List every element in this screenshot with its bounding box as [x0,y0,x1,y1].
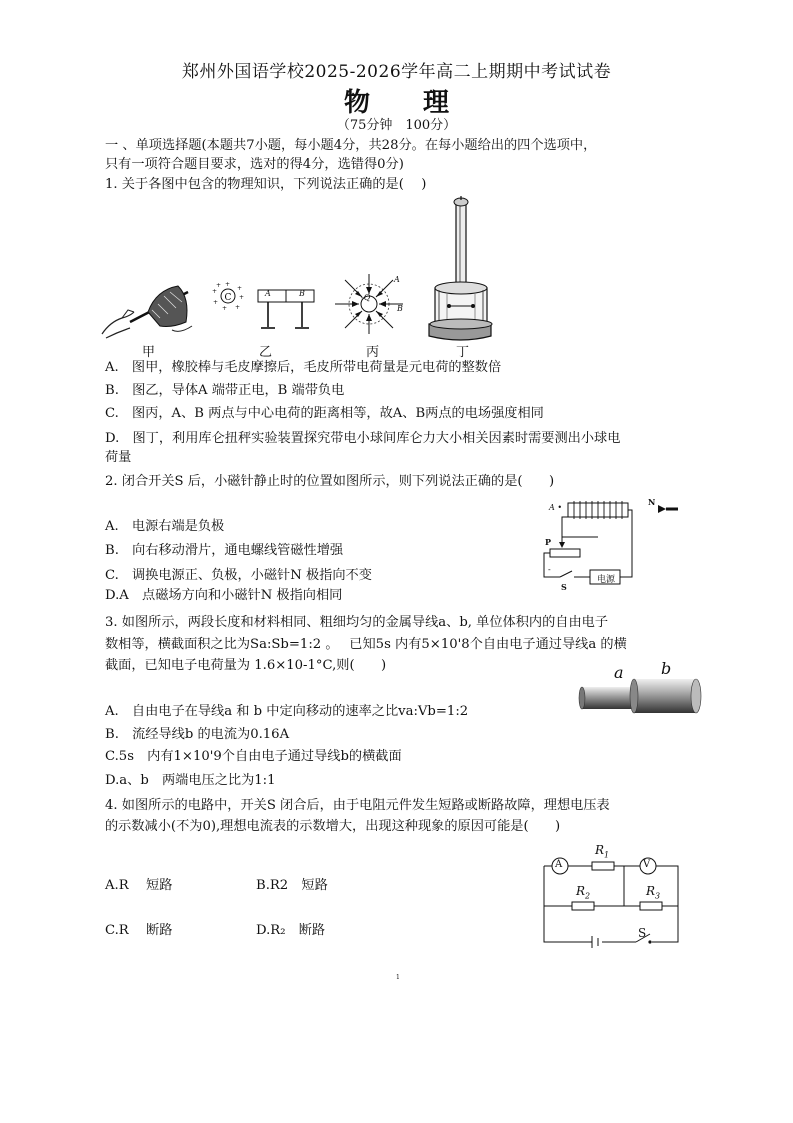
q3-option-b: B. 流经导线b 的电流为0.16A [105,727,290,742]
svg-text:+: + [222,305,228,312]
svg-text:+: + [212,288,218,295]
q4-r3-label: $R_3$ [646,884,661,901]
q3-fig-label-a: a [614,663,624,682]
q1-bing-label-b: B [397,304,403,313]
q4-r2-label: $R_2$ [576,884,591,901]
q1-stem: 1. 关于各图中包含的物理知识，下列说法正确的是( ) [105,177,427,192]
svg-text:+: + [237,285,243,292]
q1-option-c: C. 图丙，A、B 两点与中心电荷的距离相等，故A、B两点的电场强度相同 [105,406,544,421]
q4-r1-label: $R_1$ [595,843,610,860]
q1-fig-label-ding: 丁 [456,345,470,360]
q1-fig-label-jia: 甲 [142,345,156,360]
q1-yi-label-b: B [299,289,305,298]
q4-stem-line2: 的示数减小(不为0),理想电流表的示数增大，出现这种现象的原因可能是( ) [105,819,561,834]
q1-option-b: B. 图乙，导体A 端带正电，B 端带负电 [105,383,345,398]
q3-option-d: D.a、b 两端电压之比为1:1 [105,773,276,788]
q4-stem-line1: 4. 如图所示的电路中，开关S 闭合后，由于电阻元件发生短路或断路故障，理想电压表 [105,798,610,813]
q1-fig-label-bing: 丙 [366,345,380,360]
q1-bing-charge-label: -Q [361,293,371,302]
svg-text:+: + [235,304,241,311]
svg-text:C: C [224,293,232,303]
q2-option-b: B. 向右移动滑片，通电螺线管磁性增强 [105,543,344,558]
q1-option-a: A. 图甲，橡胶棒与毛皮摩擦后，毛皮所带电荷量是元电荷的整数倍 [105,360,502,375]
exam-meta: （75分钟 100分） [336,118,457,133]
q2-option-c: C. 调换电源正、负极，小磁针N 极指向不变 [105,568,372,583]
q2-fig-label-p: P [545,537,552,547]
q2-stem: 2. 闭合开关S 后，小磁针静止时的位置如图所示，则下列说法正确的是( ) [105,474,555,489]
q2-fig-label-source: 电源 [597,575,616,585]
q3-fig-label-b: b [661,659,672,678]
q1-figure-yi-charge [210,282,246,312]
q3-stem-line2: 数相等，横截面积之比为Sa:Sb=1:2 。 已知5s 内有5×10'8个自由电子通过导线a 的横 [105,637,627,652]
q3-option-a: A. 自由电子在导线a 和 b 中定向移动的速率之比va:Vb=1:2 [105,704,469,719]
q4-option-b: B.R2 短路 [256,878,328,893]
q1-fig-label-yi: 乙 [259,345,273,360]
q2-option-a: A. 电源右端是负极 [105,519,225,534]
q4-voltmeter-label: V [643,859,651,870]
q1-option-d-line1: D. 图丁，利用库仑扭秤实验装置探究带电小球间库仑力大小相关因素时需要测出小球电 [105,431,621,446]
q4-switch-label: S [638,926,647,940]
svg-text:+: + [239,294,245,301]
q3-wire-figure [578,676,702,716]
q3-option-c: C.5s 内有1×10'9个自由电子通过导线b的横截面 [105,749,402,764]
q2-fig-label-a: A • [549,503,563,512]
q4-option-c: C.R 断路 [105,923,173,938]
q1-yi-label-a: A [265,289,271,298]
q3-stem-line3: 截面，已知电子电荷量为 1.6×10-1°C,则( ) [105,658,387,673]
svg-text:+: + [213,299,219,306]
section-heading-line1: 一 、单项选择题(本题共7小题，每小题4分，共28分。在每小题给出的四个选项中， [105,138,597,153]
q2-option-d: D.A 点磁场方向和小磁针N 极指向相同 [105,588,343,603]
q4-ammeter-label: A [555,859,563,870]
svg-text:+: + [225,281,231,288]
q2-fig-label-n: N [648,497,656,507]
subject-title: 物 理 [343,88,472,118]
section-heading-line2: 只有一项符合题目要求，选对的得4分，选错得0分) [105,157,404,172]
q1-figure-ding [427,196,493,342]
q1-option-d-line2: 荷量 [105,450,132,465]
q1-figure-jia [100,282,200,342]
q4-option-d: D.R₂ 断路 [256,923,326,938]
q4-option-a: A.R 短路 [105,878,173,893]
exam-title: 郑州外国语学校2025-2026学年高二上期期中考试试卷 [181,62,612,82]
svg-text:+: + [216,282,222,289]
q1-bing-label-a: A [394,275,400,284]
q2-fig-label-minus: - [548,565,551,574]
q2-fig-label-s: S [561,582,567,592]
page-number: 1 [396,974,400,981]
q3-stem-line1: 3. 如图所示，两段长度和材料相同、粗细均匀的金属导线a、b, 单位体积内的自由电子 [105,615,609,630]
